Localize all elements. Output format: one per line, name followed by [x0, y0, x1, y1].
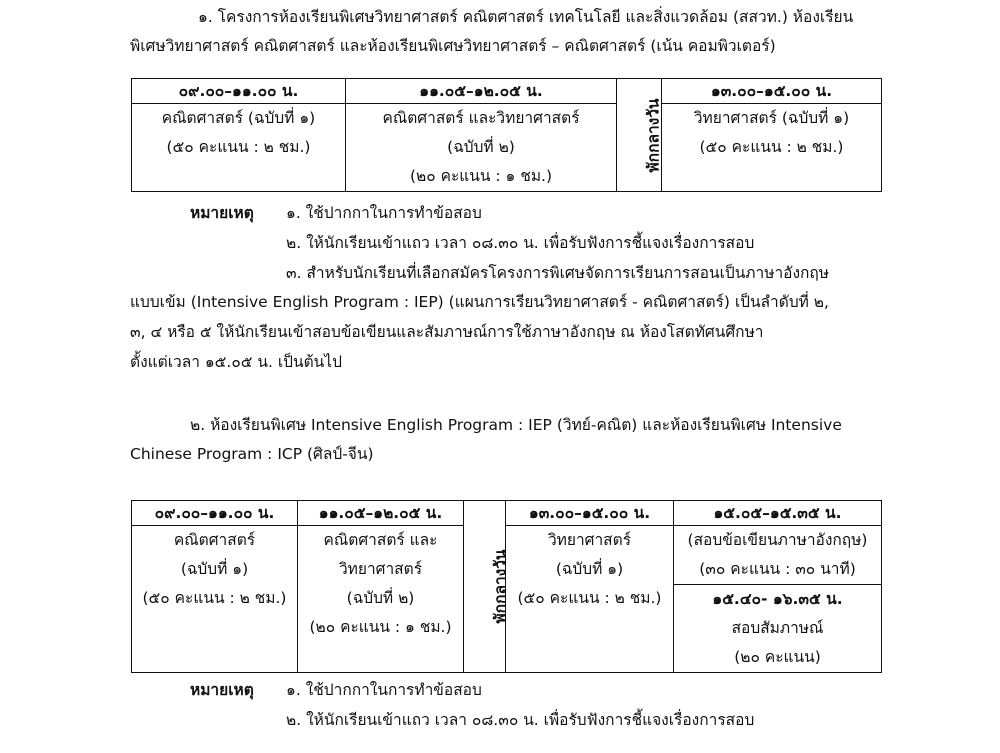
section1-sci-cell [662, 104, 882, 192]
section1-mathsci-score: (๒๐ คะแนน : ๑ ชม.) [409, 167, 553, 185]
section2-mathsci-subject2: วิทยาศาสตร์ [338, 560, 423, 578]
section2-time-1505: ๑๕.๐๕–๑๕.๓๕ น. [674, 501, 882, 526]
section2-interview-score: (๒๐ คะแนน) [734, 648, 821, 666]
section2-interview-cell [674, 585, 882, 673]
section2-math-score: (๕๐ คะแนน : ๒ ชม.) [142, 589, 287, 607]
section1-heading-line2: พิเศษวิทยาศาสตร์ คณิตศาสตร์ และห้องเรียนพิเศษวิทยาศาสตร์ – คณิตศาสตร์ (เน้น คอมพิวเตอร์) [130, 37, 776, 55]
section1-time-1300: ๑๓.๐๐–๑๕.๐๐ น. [662, 79, 882, 104]
section1-time-1105: ๑๑.๐๕–๑๒.๐๕ น. [346, 79, 617, 104]
section2-heading-line2: Chinese Program : ICP (ศิลป์-จีน) [130, 445, 374, 463]
section2-writing-score: (๓๐ คะแนน : ๓๐ นาที) [699, 560, 856, 578]
section2-mathsci-subject1: คณิตศาสตร์ และ [323, 531, 438, 549]
section2-time-0900: ๐๙.๐๐–๑๑.๐๐ น. [132, 501, 298, 526]
section1-notes-label: หมายเหตุ [190, 204, 254, 222]
section2-sci-cell [506, 526, 674, 673]
section1-lunch-label: พักกลางวัน [644, 97, 663, 173]
section1-time-0900: ๐๙.๐๐–๑๑.๐๐ น. [132, 79, 346, 104]
section2-lunch-label: พักกลางวัน [491, 549, 510, 624]
section1-heading-line1: ๑. โครงการห้องเรียนพิเศษวิทยาศาสตร์ คณิตศาสตร์ เทคโนโลยี และสิ่งแวดล้อม (สสวท.) ห้องเรียน [198, 8, 854, 26]
section1-math-cell [132, 104, 346, 192]
section2-time-1300: ๑๓.๐๐–๑๕.๐๐ น. [506, 501, 674, 526]
section1-note1: ๑. ใช้ปากกาในการทำข้อสอบ [286, 204, 482, 222]
section1-sci-subject: วิทยาศาสตร์ (ฉบับที่ ๑) [693, 109, 850, 127]
section2-mathsci-paper: (ฉบับที่ ๒) [346, 589, 415, 607]
section2-schedule-table [131, 500, 882, 673]
section2-interview-subject: สอบสัมภาษณ์ [731, 619, 824, 637]
section2-lunch-cell [464, 501, 510, 673]
section2-note2: ๒. ให้นักเรียนเข้าแถว เวลา ๐๘.๓๐ น. เพื่อรับฟังการชี้แจงเรื่องการสอบ [286, 711, 755, 729]
section2-writing-subject: (สอบข้อเขียนภาษาอังกฤษ) [687, 531, 868, 549]
section1-note3-line2: แบบเข้ม (Intensive English Program : IEP) (แผนการเรียนวิทยาศาสตร์ - คณิตศาสตร์) เป็นลำดับที่ ๒, [130, 293, 829, 311]
section2-sci-subject: วิทยาศาสตร์ [547, 531, 632, 549]
section1-note3-line4: ตั้งแต่เวลา ๑๕.๐๕ น. เป็นต้นไป [130, 353, 342, 371]
section1-schedule-table [131, 78, 882, 192]
section1-note3-line1: ๓. สำหรับนักเรียนที่เลือกสมัครโครงการพิเศษจัดการเรียนการสอนเป็นภาษาอังกฤษ [286, 264, 830, 282]
section2-interview-time: ๑๕.๔๐- ๑๖.๓๕ น. [712, 590, 843, 608]
section1-sci-score: (๕๐ คะแนน : ๒ ชม.) [699, 138, 844, 156]
section2-heading-line1: ๒. ห้องเรียนพิเศษ Intensive English Program : IEP (วิทย์-คณิต) และห้องเรียนพิเศษ Intensive [190, 416, 842, 434]
section2-sci-score: (๕๐ คะแนน : ๒ ชม.) [517, 589, 662, 607]
section2-math-subject: คณิตศาสตร์ [173, 531, 256, 549]
section2-sci-paper: (ฉบับที่ ๑) [555, 560, 624, 578]
section1-mathsci-subject: คณิตศาสตร์ และวิทยาศาสตร์ [382, 109, 580, 127]
section2-notes-label: หมายเหตุ [190, 681, 254, 699]
section2-math-paper: (ฉบับที่ ๑) [180, 560, 249, 578]
section2-writing-cell [674, 526, 882, 585]
section1-note3-line3: ๓, ๔ หรือ ๕ ให้นักเรียนเข้าสอบข้อเขียนและสัมภาษณ์การใช้ภาษาอังกฤษ ณ ห้องโสตทัศนศึกษา [130, 323, 764, 341]
section2-mathsci-score: (๒๐ คะแนน : ๑ ชม.) [309, 618, 452, 636]
section2-math-cell [132, 526, 298, 673]
section1-math-score: (๕๐ คะแนน : ๒ ชม.) [166, 138, 311, 156]
section1-note2: ๒. ให้นักเรียนเข้าแถว เวลา ๐๘.๓๐ น. เพื่อรับฟังการชี้แจงเรื่องการสอบ [286, 234, 755, 252]
section1-lunch-cell [617, 79, 662, 192]
section2-time-1105: ๑๑.๐๕–๑๒.๐๕ น. [298, 501, 464, 526]
section1-math-subject: คณิตศาสตร์ (ฉบับที่ ๑) [161, 109, 316, 127]
section2-note1: ๑. ใช้ปากกาในการทำข้อสอบ [286, 681, 482, 699]
section2-mathsci-cell [298, 526, 464, 673]
section1-mathsci-paper: (ฉบับที่ ๒) [447, 138, 515, 156]
section1-mathsci-cell [346, 104, 617, 192]
